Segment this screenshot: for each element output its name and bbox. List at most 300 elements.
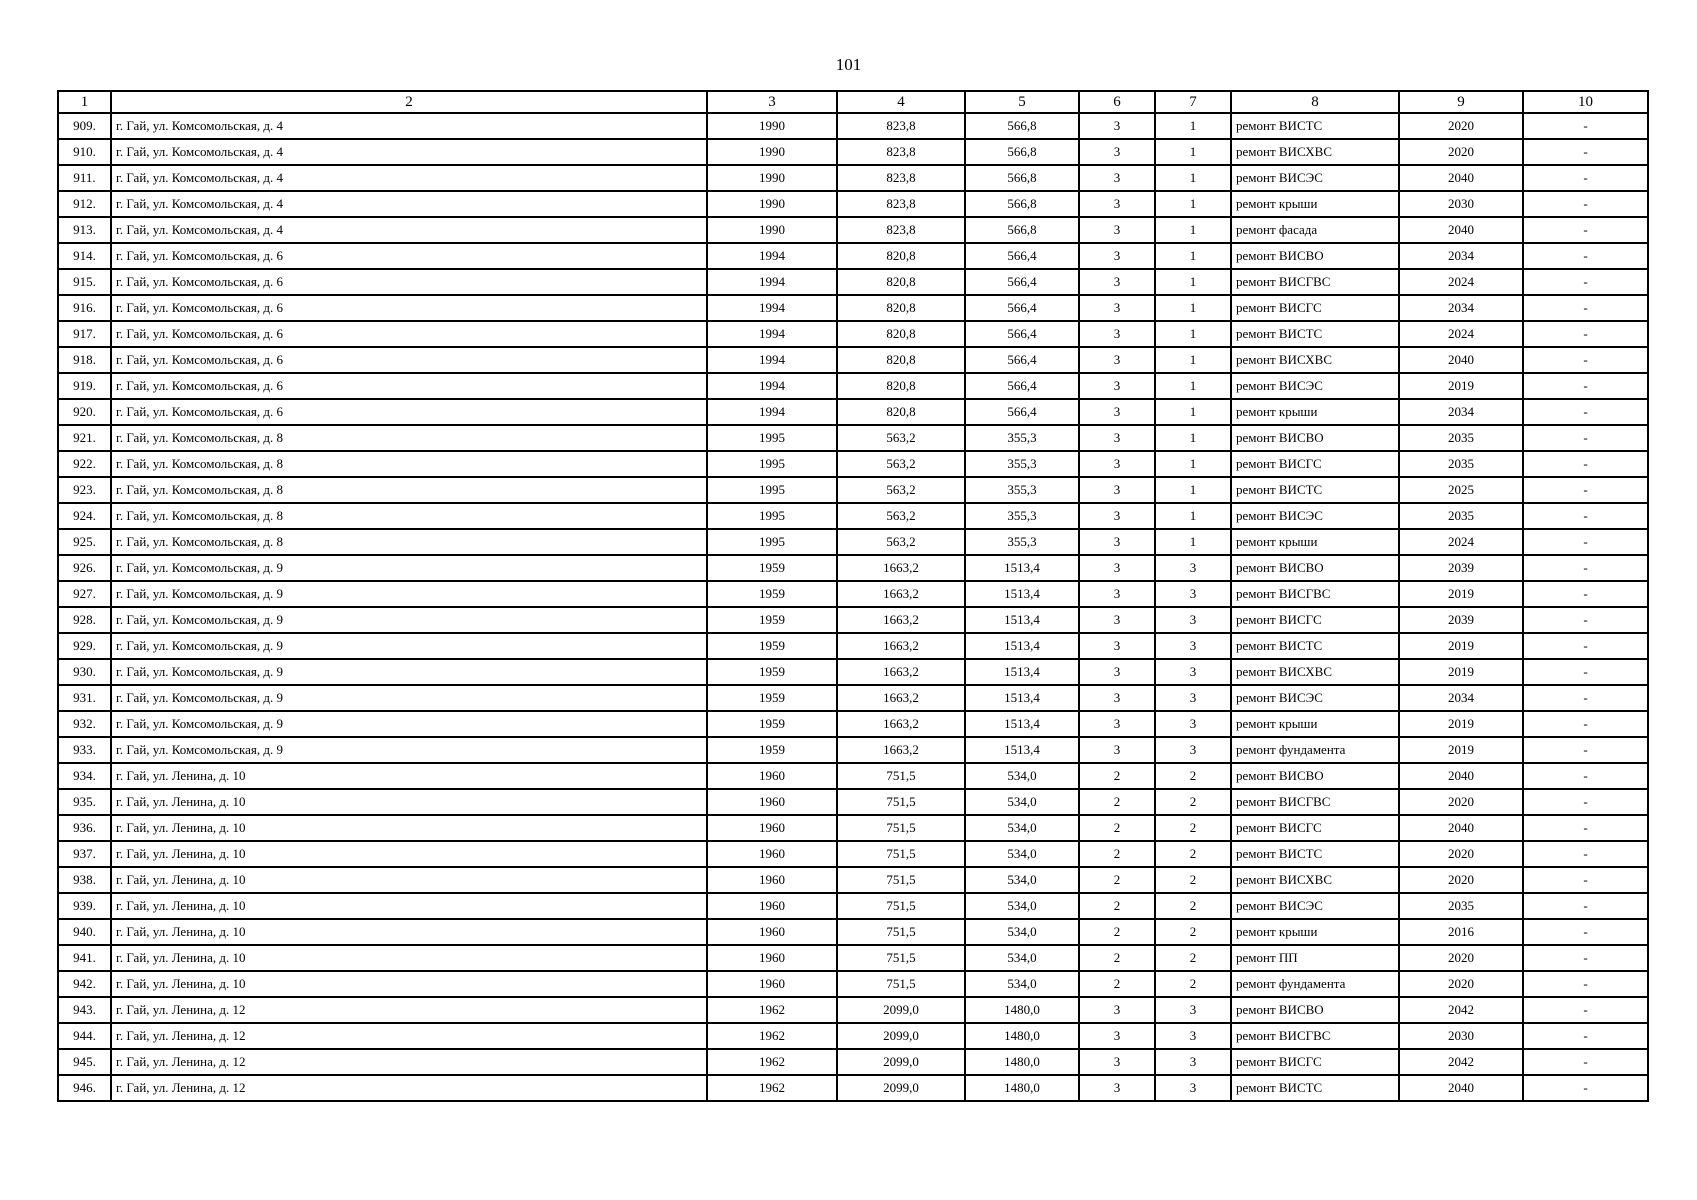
cell-total-area: 751,5 xyxy=(837,867,965,893)
cell-work-type: ремонт ВИСХВС xyxy=(1231,867,1399,893)
cell-note: - xyxy=(1523,399,1648,425)
cell-row-number: 916. xyxy=(58,295,111,321)
cell-living-area: 355,3 xyxy=(965,529,1079,555)
cell-year-built: 1962 xyxy=(707,1049,837,1075)
cell-total-area: 2099,0 xyxy=(837,997,965,1023)
cell-note: - xyxy=(1523,451,1648,477)
cell-living-area: 566,4 xyxy=(965,347,1079,373)
cell-row-number: 913. xyxy=(58,217,111,243)
table-row xyxy=(58,763,1648,789)
cell-entrances: 2 xyxy=(1155,971,1231,997)
cell-planned-year: 2035 xyxy=(1399,893,1523,919)
cell-living-area: 566,4 xyxy=(965,269,1079,295)
cell-year-built: 1962 xyxy=(707,1075,837,1101)
cell-note: - xyxy=(1523,555,1648,581)
cell-note: - xyxy=(1523,919,1648,945)
cell-address: г. Гай, ул. Комсомольская, д. 6 xyxy=(111,295,707,321)
table-row xyxy=(58,919,1648,945)
cell-row-number: 911. xyxy=(58,165,111,191)
table-row xyxy=(58,425,1648,451)
cell-address: г. Гай, ул. Комсомольская, д. 9 xyxy=(111,607,707,633)
cell-address: г. Гай, ул. Комсомольская, д. 4 xyxy=(111,139,707,165)
cell-total-area: 1663,2 xyxy=(837,607,965,633)
cell-entrances: 1 xyxy=(1155,451,1231,477)
cell-planned-year: 2020 xyxy=(1399,945,1523,971)
cell-work-type: ремонт ВИСТС xyxy=(1231,1075,1399,1101)
cell-row-number: 926. xyxy=(58,555,111,581)
cell-entrances: 3 xyxy=(1155,555,1231,581)
cell-total-area: 1663,2 xyxy=(837,737,965,763)
cell-note: - xyxy=(1523,503,1648,529)
cell-row-number: 912. xyxy=(58,191,111,217)
cell-note: - xyxy=(1523,685,1648,711)
table-row xyxy=(58,789,1648,815)
table-row xyxy=(58,347,1648,373)
cell-note: - xyxy=(1523,633,1648,659)
cell-address: г. Гай, ул. Комсомольская, д. 9 xyxy=(111,555,707,581)
cell-address: г. Гай, ул. Комсомольская, д. 4 xyxy=(111,113,707,139)
table-row xyxy=(58,737,1648,763)
cell-living-area: 1513,4 xyxy=(965,581,1079,607)
cell-floors: 3 xyxy=(1079,1049,1155,1075)
cell-total-area: 751,5 xyxy=(837,841,965,867)
cell-year-built: 1959 xyxy=(707,607,837,633)
cell-work-type: ремонт крыши xyxy=(1231,399,1399,425)
cell-year-built: 1959 xyxy=(707,685,837,711)
cell-living-area: 534,0 xyxy=(965,867,1079,893)
cell-planned-year: 2040 xyxy=(1399,815,1523,841)
cell-entrances: 3 xyxy=(1155,997,1231,1023)
table-row xyxy=(58,945,1648,971)
cell-entrances: 3 xyxy=(1155,737,1231,763)
cell-total-area: 563,2 xyxy=(837,529,965,555)
cell-year-built: 1959 xyxy=(707,581,837,607)
cell-row-number: 941. xyxy=(58,945,111,971)
cell-year-built: 1960 xyxy=(707,867,837,893)
cell-planned-year: 2025 xyxy=(1399,477,1523,503)
cell-planned-year: 2034 xyxy=(1399,399,1523,425)
cell-row-number: 918. xyxy=(58,347,111,373)
cell-row-number: 932. xyxy=(58,711,111,737)
cell-floors: 3 xyxy=(1079,425,1155,451)
cell-year-built: 1960 xyxy=(707,919,837,945)
table-row xyxy=(58,139,1648,165)
cell-planned-year: 2019 xyxy=(1399,711,1523,737)
cell-living-area: 1513,4 xyxy=(965,711,1079,737)
cell-living-area: 566,4 xyxy=(965,295,1079,321)
cell-work-type: ремонт ВИСЭС xyxy=(1231,685,1399,711)
cell-entrances: 3 xyxy=(1155,581,1231,607)
repair-schedule-table xyxy=(57,90,1649,1102)
cell-row-number: 925. xyxy=(58,529,111,555)
cell-total-area: 751,5 xyxy=(837,945,965,971)
cell-year-built: 1960 xyxy=(707,945,837,971)
cell-living-area: 1513,4 xyxy=(965,607,1079,633)
cell-planned-year: 2040 xyxy=(1399,217,1523,243)
cell-total-area: 820,8 xyxy=(837,295,965,321)
cell-work-type: ремонт ВИСГВС xyxy=(1231,789,1399,815)
cell-living-area: 355,3 xyxy=(965,503,1079,529)
cell-entrances: 1 xyxy=(1155,295,1231,321)
cell-living-area: 534,0 xyxy=(965,945,1079,971)
cell-address: г. Гай, ул. Ленина, д. 12 xyxy=(111,1023,707,1049)
cell-work-type: ремонт ВИСГС xyxy=(1231,295,1399,321)
cell-note: - xyxy=(1523,893,1648,919)
cell-work-type: ремонт фундамента xyxy=(1231,971,1399,997)
cell-note: - xyxy=(1523,971,1648,997)
cell-total-area: 563,2 xyxy=(837,477,965,503)
cell-work-type: ремонт ВИСГС xyxy=(1231,815,1399,841)
cell-row-number: 919. xyxy=(58,373,111,399)
cell-total-area: 823,8 xyxy=(837,139,965,165)
cell-total-area: 563,2 xyxy=(837,503,965,529)
cell-floors: 2 xyxy=(1079,945,1155,971)
cell-living-area: 1480,0 xyxy=(965,1075,1079,1101)
table-row xyxy=(58,217,1648,243)
cell-planned-year: 2020 xyxy=(1399,789,1523,815)
cell-total-area: 1663,2 xyxy=(837,659,965,685)
cell-total-area: 1663,2 xyxy=(837,555,965,581)
cell-row-number: 917. xyxy=(58,321,111,347)
table-row xyxy=(58,113,1648,139)
cell-year-built: 1994 xyxy=(707,269,837,295)
cell-total-area: 1663,2 xyxy=(837,685,965,711)
cell-year-built: 1995 xyxy=(707,425,837,451)
cell-floors: 3 xyxy=(1079,607,1155,633)
cell-planned-year: 2019 xyxy=(1399,659,1523,685)
cell-row-number: 910. xyxy=(58,139,111,165)
cell-entrances: 2 xyxy=(1155,841,1231,867)
cell-planned-year: 2034 xyxy=(1399,295,1523,321)
table-row xyxy=(58,165,1648,191)
cell-work-type: ремонт фундамента xyxy=(1231,737,1399,763)
cell-note: - xyxy=(1523,243,1648,269)
cell-living-area: 1513,4 xyxy=(965,555,1079,581)
cell-year-built: 1960 xyxy=(707,971,837,997)
cell-address: г. Гай, ул. Комсомольская, д. 8 xyxy=(111,477,707,503)
cell-note: - xyxy=(1523,867,1648,893)
cell-note: - xyxy=(1523,659,1648,685)
cell-note: - xyxy=(1523,139,1648,165)
table-row xyxy=(58,581,1648,607)
cell-floors: 3 xyxy=(1079,217,1155,243)
cell-address: г. Гай, ул. Комсомольская, д. 6 xyxy=(111,243,707,269)
cell-floors: 3 xyxy=(1079,529,1155,555)
cell-year-built: 1994 xyxy=(707,295,837,321)
cell-total-area: 1663,2 xyxy=(837,581,965,607)
cell-row-number: 945. xyxy=(58,1049,111,1075)
cell-floors: 3 xyxy=(1079,451,1155,477)
cell-work-type: ремонт ВИСВО xyxy=(1231,997,1399,1023)
cell-row-number: 946. xyxy=(58,1075,111,1101)
cell-work-type: ремонт ВИСВО xyxy=(1231,425,1399,451)
cell-total-area: 823,8 xyxy=(837,113,965,139)
cell-note: - xyxy=(1523,295,1648,321)
cell-floors: 3 xyxy=(1079,555,1155,581)
cell-row-number: 931. xyxy=(58,685,111,711)
cell-floors: 3 xyxy=(1079,997,1155,1023)
cell-note: - xyxy=(1523,373,1648,399)
cell-entrances: 1 xyxy=(1155,243,1231,269)
cell-living-area: 566,8 xyxy=(965,139,1079,165)
cell-living-area: 566,4 xyxy=(965,321,1079,347)
cell-address: г. Гай, ул. Комсомольская, д. 8 xyxy=(111,503,707,529)
cell-address: г. Гай, ул. Комсомольская, д. 6 xyxy=(111,347,707,373)
cell-work-type: ремонт ПП xyxy=(1231,945,1399,971)
table-row xyxy=(58,997,1648,1023)
cell-total-area: 820,8 xyxy=(837,347,965,373)
cell-note: - xyxy=(1523,581,1648,607)
cell-year-built: 1960 xyxy=(707,893,837,919)
cell-work-type: ремонт ВИСГВС xyxy=(1231,581,1399,607)
cell-row-number: 934. xyxy=(58,763,111,789)
cell-entrances: 1 xyxy=(1155,529,1231,555)
cell-year-built: 1990 xyxy=(707,113,837,139)
column-header: 5 xyxy=(965,91,1079,113)
cell-note: - xyxy=(1523,737,1648,763)
cell-work-type: ремонт ВИСВО xyxy=(1231,763,1399,789)
cell-planned-year: 2020 xyxy=(1399,841,1523,867)
cell-entrances: 3 xyxy=(1155,607,1231,633)
cell-total-area: 563,2 xyxy=(837,425,965,451)
cell-row-number: 936. xyxy=(58,815,111,841)
table-row xyxy=(58,529,1648,555)
table-row xyxy=(58,607,1648,633)
table-body xyxy=(58,113,1648,1101)
table-row xyxy=(58,841,1648,867)
cell-total-area: 820,8 xyxy=(837,243,965,269)
cell-planned-year: 2040 xyxy=(1399,1075,1523,1101)
cell-year-built: 1959 xyxy=(707,659,837,685)
table-row xyxy=(58,191,1648,217)
cell-year-built: 1995 xyxy=(707,529,837,555)
cell-note: - xyxy=(1523,1075,1648,1101)
cell-address: г. Гай, ул. Ленина, д. 10 xyxy=(111,763,707,789)
cell-entrances: 1 xyxy=(1155,373,1231,399)
cell-year-built: 1960 xyxy=(707,763,837,789)
cell-address: г. Гай, ул. Комсомольская, д. 4 xyxy=(111,191,707,217)
cell-note: - xyxy=(1523,321,1648,347)
column-header: 2 xyxy=(111,91,707,113)
cell-row-number: 940. xyxy=(58,919,111,945)
cell-planned-year: 2024 xyxy=(1399,321,1523,347)
cell-total-area: 751,5 xyxy=(837,763,965,789)
cell-planned-year: 2019 xyxy=(1399,581,1523,607)
cell-note: - xyxy=(1523,711,1648,737)
cell-note: - xyxy=(1523,789,1648,815)
cell-address: г. Гай, ул. Комсомольская, д. 9 xyxy=(111,659,707,685)
table-row xyxy=(58,451,1648,477)
cell-floors: 2 xyxy=(1079,919,1155,945)
cell-work-type: ремонт ВИСХВС xyxy=(1231,659,1399,685)
cell-planned-year: 2016 xyxy=(1399,919,1523,945)
cell-work-type: ремонт ВИСТС xyxy=(1231,477,1399,503)
table-header-row xyxy=(58,91,1648,113)
cell-living-area: 566,8 xyxy=(965,217,1079,243)
cell-planned-year: 2019 xyxy=(1399,737,1523,763)
cell-row-number: 914. xyxy=(58,243,111,269)
cell-entrances: 3 xyxy=(1155,633,1231,659)
cell-row-number: 935. xyxy=(58,789,111,815)
cell-address: г. Гай, ул. Ленина, д. 12 xyxy=(111,1075,707,1101)
cell-living-area: 1513,4 xyxy=(965,685,1079,711)
cell-floors: 3 xyxy=(1079,113,1155,139)
cell-address: г. Гай, ул. Комсомольская, д. 9 xyxy=(111,581,707,607)
cell-row-number: 924. xyxy=(58,503,111,529)
cell-address: г. Гай, ул. Ленина, д. 12 xyxy=(111,997,707,1023)
cell-floors: 3 xyxy=(1079,503,1155,529)
cell-work-type: ремонт фасада xyxy=(1231,217,1399,243)
cell-address: г. Гай, ул. Комсомольская, д. 9 xyxy=(111,633,707,659)
cell-work-type: ремонт ВИСГС xyxy=(1231,607,1399,633)
cell-planned-year: 2019 xyxy=(1399,633,1523,659)
cell-year-built: 1959 xyxy=(707,737,837,763)
table-row xyxy=(58,321,1648,347)
cell-floors: 2 xyxy=(1079,971,1155,997)
cell-entrances: 3 xyxy=(1155,659,1231,685)
table-row xyxy=(58,893,1648,919)
cell-floors: 3 xyxy=(1079,399,1155,425)
cell-living-area: 566,8 xyxy=(965,113,1079,139)
table-row xyxy=(58,971,1648,997)
cell-planned-year: 2024 xyxy=(1399,269,1523,295)
cell-work-type: ремонт ВИСВО xyxy=(1231,243,1399,269)
cell-floors: 2 xyxy=(1079,841,1155,867)
cell-address: г. Гай, ул. Комсомольская, д. 8 xyxy=(111,451,707,477)
table-row xyxy=(58,633,1648,659)
cell-year-built: 1960 xyxy=(707,815,837,841)
cell-floors: 3 xyxy=(1079,1023,1155,1049)
cell-living-area: 1480,0 xyxy=(965,1049,1079,1075)
cell-note: - xyxy=(1523,815,1648,841)
cell-year-built: 1959 xyxy=(707,711,837,737)
cell-entrances: 1 xyxy=(1155,217,1231,243)
cell-note: - xyxy=(1523,841,1648,867)
cell-floors: 3 xyxy=(1079,321,1155,347)
cell-address: г. Гай, ул. Ленина, д. 10 xyxy=(111,841,707,867)
cell-planned-year: 2039 xyxy=(1399,555,1523,581)
cell-entrances: 1 xyxy=(1155,139,1231,165)
cell-note: - xyxy=(1523,269,1648,295)
cell-entrances: 1 xyxy=(1155,269,1231,295)
cell-total-area: 823,8 xyxy=(837,217,965,243)
table-row xyxy=(58,399,1648,425)
cell-floors: 2 xyxy=(1079,763,1155,789)
cell-floors: 2 xyxy=(1079,815,1155,841)
cell-floors: 3 xyxy=(1079,243,1155,269)
cell-total-area: 751,5 xyxy=(837,893,965,919)
cell-address: г. Гай, ул. Ленина, д. 10 xyxy=(111,867,707,893)
cell-work-type: ремонт ВИСТС xyxy=(1231,841,1399,867)
cell-total-area: 2099,0 xyxy=(837,1049,965,1075)
cell-entrances: 2 xyxy=(1155,815,1231,841)
cell-living-area: 534,0 xyxy=(965,815,1079,841)
cell-floors: 3 xyxy=(1079,659,1155,685)
cell-row-number: 942. xyxy=(58,971,111,997)
cell-work-type: ремонт ВИСЭС xyxy=(1231,165,1399,191)
table-row xyxy=(58,815,1648,841)
cell-work-type: ремонт ВИСТС xyxy=(1231,633,1399,659)
cell-entrances: 2 xyxy=(1155,945,1231,971)
cell-total-area: 2099,0 xyxy=(837,1023,965,1049)
cell-floors: 3 xyxy=(1079,581,1155,607)
cell-work-type: ремонт ВИСВО xyxy=(1231,555,1399,581)
cell-year-built: 1995 xyxy=(707,503,837,529)
cell-planned-year: 2020 xyxy=(1399,867,1523,893)
cell-year-built: 1962 xyxy=(707,1023,837,1049)
cell-row-number: 933. xyxy=(58,737,111,763)
cell-address: г. Гай, ул. Комсомольская, д. 4 xyxy=(111,165,707,191)
column-header: 8 xyxy=(1231,91,1399,113)
cell-total-area: 563,2 xyxy=(837,451,965,477)
cell-work-type: ремонт ВИСГВС xyxy=(1231,269,1399,295)
cell-year-built: 1994 xyxy=(707,347,837,373)
cell-row-number: 928. xyxy=(58,607,111,633)
cell-living-area: 534,0 xyxy=(965,763,1079,789)
cell-year-built: 1994 xyxy=(707,321,837,347)
column-header: 7 xyxy=(1155,91,1231,113)
cell-address: г. Гай, ул. Комсомольская, д. 6 xyxy=(111,373,707,399)
cell-living-area: 534,0 xyxy=(965,841,1079,867)
cell-work-type: ремонт ВИСЭС xyxy=(1231,373,1399,399)
column-header: 6 xyxy=(1079,91,1155,113)
cell-total-area: 751,5 xyxy=(837,919,965,945)
cell-total-area: 2099,0 xyxy=(837,1075,965,1101)
cell-address: г. Гай, ул. Комсомольская, д. 6 xyxy=(111,269,707,295)
cell-entrances: 1 xyxy=(1155,321,1231,347)
cell-entrances: 3 xyxy=(1155,1049,1231,1075)
cell-living-area: 1513,4 xyxy=(965,659,1079,685)
cell-entrances: 1 xyxy=(1155,399,1231,425)
table-row xyxy=(58,867,1648,893)
cell-entrances: 2 xyxy=(1155,789,1231,815)
cell-year-built: 1959 xyxy=(707,555,837,581)
cell-entrances: 1 xyxy=(1155,503,1231,529)
cell-planned-year: 2024 xyxy=(1399,529,1523,555)
cell-planned-year: 2040 xyxy=(1399,347,1523,373)
cell-row-number: 915. xyxy=(58,269,111,295)
cell-row-number: 929. xyxy=(58,633,111,659)
table-row xyxy=(58,295,1648,321)
cell-note: - xyxy=(1523,997,1648,1023)
cell-floors: 3 xyxy=(1079,295,1155,321)
cell-year-built: 1994 xyxy=(707,373,837,399)
cell-year-built: 1990 xyxy=(707,217,837,243)
cell-planned-year: 2020 xyxy=(1399,139,1523,165)
cell-work-type: ремонт ВИСТС xyxy=(1231,321,1399,347)
cell-address: г. Гай, ул. Ленина, д. 10 xyxy=(111,815,707,841)
cell-total-area: 751,5 xyxy=(837,971,965,997)
cell-floors: 2 xyxy=(1079,893,1155,919)
cell-floors: 3 xyxy=(1079,477,1155,503)
cell-note: - xyxy=(1523,1023,1648,1049)
cell-entrances: 2 xyxy=(1155,893,1231,919)
cell-living-area: 1480,0 xyxy=(965,997,1079,1023)
column-header: 1 xyxy=(58,91,111,113)
cell-living-area: 566,8 xyxy=(965,165,1079,191)
cell-living-area: 566,4 xyxy=(965,373,1079,399)
cell-floors: 3 xyxy=(1079,711,1155,737)
cell-total-area: 823,8 xyxy=(837,191,965,217)
cell-address: г. Гай, ул. Комсомольская, д. 4 xyxy=(111,217,707,243)
cell-year-built: 1995 xyxy=(707,451,837,477)
cell-living-area: 1480,0 xyxy=(965,1023,1079,1049)
cell-floors: 3 xyxy=(1079,165,1155,191)
cell-year-built: 1994 xyxy=(707,399,837,425)
cell-floors: 3 xyxy=(1079,373,1155,399)
cell-living-area: 1513,4 xyxy=(965,633,1079,659)
cell-total-area: 820,8 xyxy=(837,321,965,347)
